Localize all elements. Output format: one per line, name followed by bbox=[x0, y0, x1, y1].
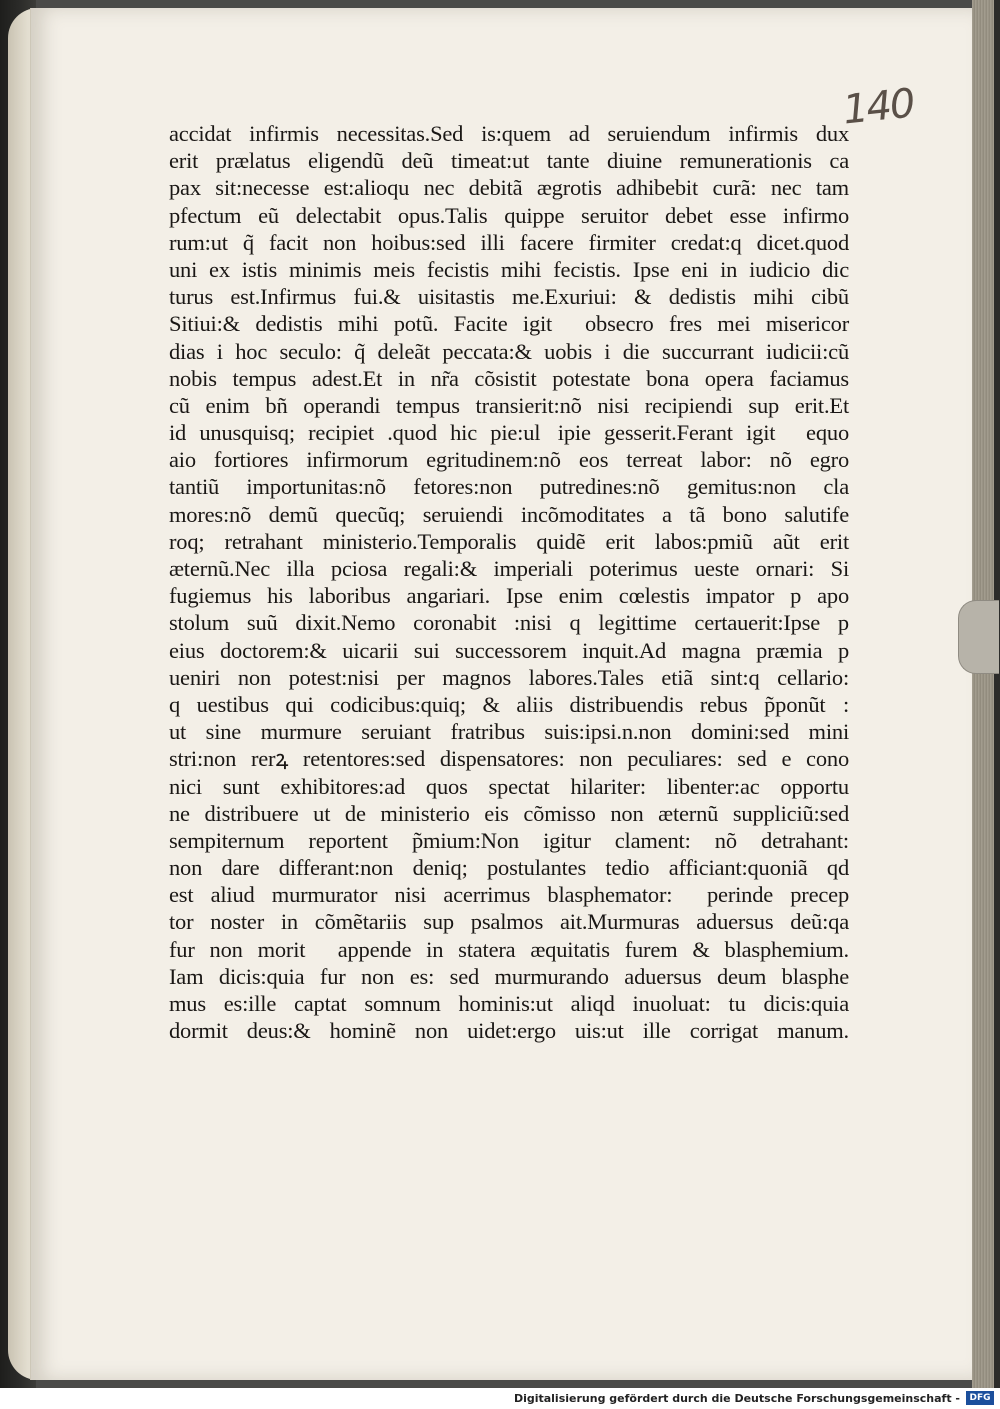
text-line: accidat infirmis necessitas.Sed is:quem ad seruiendum infirmis dux bbox=[169, 121, 849, 146]
book-page bbox=[30, 8, 973, 1380]
text-line: dias i hoc seculo: q̃ deleãt peccata:& uobis i die succurrant iudicii:cũ bbox=[169, 338, 849, 364]
text-line: id unusquisq; recipiet .quod hic pie:ul᷑ipie gesserit.Ferant igit᷑ equo bbox=[169, 420, 849, 446]
text-line: turus est.Infirmus fui.& uisitastis me.Exuriui: & dedistis mihi cibũ bbox=[169, 284, 849, 310]
text-line: fugiemus his laboribus angariari. Ipse enim cœlestis impator p apo bbox=[169, 583, 849, 609]
text-line: est aliud murmurator nisi acerrimus blasphemator:᷑ perinde precep bbox=[169, 882, 849, 908]
text-line: ueniri non potest:nisi per magnos labores.Tales etiã sint:q cellario: bbox=[169, 664, 849, 690]
text-line: stolum suũ dixit.Nemo coronabit᷑:nisi q legittime certauerit:Ipse p bbox=[169, 610, 849, 636]
text-line: pax sit:necesse est:alioqu nec debitã ægrotis adhibebit curã: nec tam bbox=[169, 175, 849, 201]
text-line: Iam dicis:quia fur non es: sed murmurando aduersus deum blasphe bbox=[169, 963, 849, 989]
text-line: eius doctorem:& uicarii sui successorem inquit.Ad magna præmia p bbox=[169, 637, 849, 663]
text-line: pfectum eũ delectabit opus.Talis quippe seruitor debet esse infirmo bbox=[169, 202, 849, 228]
text-line: cũ enim bñ operandi tempus transierit:nõ nisi recipiendi sup erit.Et bbox=[169, 392, 849, 418]
text-line: ne distribuere ut de ministerio eis cõmisso non æternũ suppliciũ:sed bbox=[169, 800, 849, 826]
text-line: fur non morit᷑ appende in statera æquitatis furem & blasphemium. bbox=[169, 936, 849, 962]
text-line: ut sine murmure seruiant fratribus suis:ipsi.n.non domini:sed mini bbox=[169, 719, 849, 745]
text-line: uni ex istis minimis meis fecistis mihi fecistis. Ipse eni in iudicio dic bbox=[169, 256, 849, 282]
text-line: æternũ.Nec illa pciosa regali:& imperiali poterimus ueste ornari: Si bbox=[169, 556, 849, 581]
thumb-index-tab bbox=[958, 600, 999, 674]
text-line: non dare differant:non deniq; postulantes tedio afficiant:quoniã qd bbox=[169, 855, 849, 881]
text-block bbox=[169, 120, 849, 1044]
funding-credit: Digitalisierung gefördert durch die Deutsche Forschungsgemeinschaft - bbox=[513, 1392, 960, 1405]
text-line: tor noster in cõmẽtariis sup psalmos ait.Murmuras aduersus deũ:qa bbox=[169, 909, 849, 935]
text-line: rum:ut q̃ facit non hoibus:sed illi facere firmiter credat:q dicet.quod bbox=[169, 229, 849, 255]
text-line: dormit deus:& hominẽ non uidet:ergo uis:ut ille corrigat manum. bbox=[169, 1018, 849, 1044]
dfg-logo: DFG bbox=[966, 1391, 994, 1405]
folio-number: 140 bbox=[840, 80, 916, 134]
text-line: roq; retrahant ministerio.Temporalis quidẽ erit labos:pmiũ aũt erit bbox=[169, 528, 849, 554]
text-line: Sitiui:& dedistis mihi potũ. Facite igit᷑ obsecro fres mei misericor bbox=[169, 311, 849, 337]
book-cover-edge bbox=[994, 0, 1000, 1388]
text-line: aio fortiores infirmorum egritudinem:nõ eos terreat labor: nõ egro bbox=[169, 447, 849, 473]
text-line: tantiũ importunitas:nõ fetores:non putredines:nõ gemitus:non cla bbox=[169, 474, 849, 500]
text-line: mores:nõ demũ quecũq; seruiendi incõmoditates a tã bono salutife bbox=[169, 501, 849, 527]
text-line: sempiternum reportent p̃mium:Non igitur clament: nõ detrahant: bbox=[169, 827, 849, 853]
text-line: stri:non rerꝝ retentores:sed dispensatores: non peculiares: sed e cono bbox=[169, 746, 849, 772]
text-line: q uestibus qui codicibus:quiq; & aliis distribuendis rebus p̃ponũt᷑: bbox=[169, 691, 849, 717]
text-line: mus es:ille captat somnum hominis:ut aliqd inuoluat: tu dicis:quia bbox=[169, 991, 849, 1016]
digitization-footer bbox=[0, 1388, 1000, 1409]
text-line: nici sunt exhibitores:ad quos spectat hilariter: libenter:ac opportu bbox=[169, 773, 849, 799]
text-line: nobis tempus adest.Et in nr̃a cõsistit potestate bona opera faciamus bbox=[169, 365, 849, 391]
text-line: erit prælatus eligendũ deũ timeat:ut tante diuine remunerationis ca bbox=[169, 148, 849, 174]
